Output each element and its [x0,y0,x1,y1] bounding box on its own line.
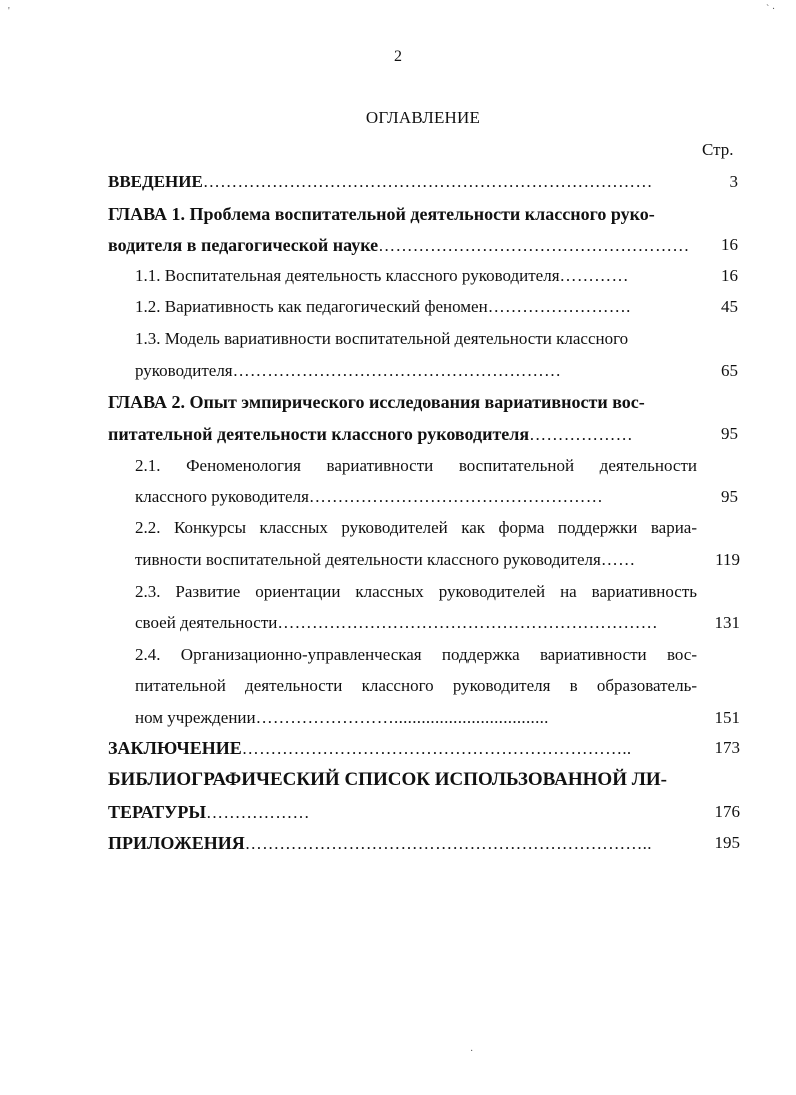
toc-entry-title-line1: 2.1. Феноменология вариативности воспитательной деятельности [135,456,697,475]
toc-entry-page: 65 [721,361,738,380]
toc-entry-page: 95 [721,424,738,443]
scan-mark-bottom: · [470,1046,474,1057]
toc-entry-title-line1: ГЛАВА 1. Проблема воспитательной деятельности классного руко- [108,204,655,224]
toc-entry-title-line1: 1.3. Модель вариативности воспитательной деятельности классного [135,329,629,348]
toc-entry-page: 45 [721,297,738,316]
toc-entry-title-line1: ГЛАВА 2. Опыт эмпирического исследования вариативности вос- [108,392,645,412]
leader-dots: …………………………………………… [308,487,604,506]
toc-entry-title-line2: классного руководителя [135,487,309,506]
leader-dots: ……………… [529,425,633,444]
toc-entry-title-line2: тивности воспитательной деятельности классного руководителя [135,550,601,569]
toc-entry-title-line2: питательной деятельности классного руководителя [108,424,530,444]
leader-dots: ………… [559,266,629,285]
toc-entry-page: 3 [729,172,738,191]
toc-entry-title: 1.2. Вариативность как педагогический феномен [135,297,488,316]
toc-entry-title-line1: 2.3. Развитие ориентации классных руководителей на вариативность [135,582,697,601]
toc-entry-title: ВВЕДЕНИЕ [108,172,203,191]
leader-dots: …… [600,550,636,569]
toc-entry-title: 1.1. Воспитательная деятельность классного руководителя [135,266,560,285]
toc-entry-title-line2: руководителя [135,361,233,380]
toc-entry-page: 131 [714,613,740,632]
toc-entry-page: 151 [714,708,740,727]
leader-dots: …………………………………………………………….. [244,834,652,853]
leader-dots: ………………………………………………… [232,361,562,380]
page-number: 2 [394,48,402,65]
leader-dots: ………………………………………………………… [277,613,658,632]
toc-entry-title: ЗАКЛЮЧЕНИЕ [108,738,242,758]
toc-entry-page: 195 [714,833,740,852]
toc-entry-title-line1: БИБЛИОГРАФИЧЕСКИЙ СПИСОК ИСПОЛЬЗОВАННОЙ ЛИ- [108,769,667,790]
toc-entry-page: 16 [721,235,738,254]
leader-dots: ………………………………………………………….. [241,739,632,758]
toc-entry-page: 119 [715,550,740,569]
toc-entry-page: 95 [721,487,738,506]
leader-dots: …………………….................................. [255,708,549,727]
scan-mark-top-left: ' [8,6,10,17]
toc-entry-title-line2: своей деятельности [135,613,278,632]
toc-entry-title: ПРИЛОЖЕНИЯ [108,833,245,853]
toc-entry-title-line1: 2.2. Конкурсы классных руководителей как форма поддержки вариа- [135,518,697,537]
leader-dots: ……………………………………………… [378,236,690,255]
toc-heading: ОГЛАВЛЕНИЕ [365,108,481,127]
toc-entry-title-line2: питательной деятельности классного руководителя в образователь- [135,676,697,695]
toc-entry-title-line1: 2.4. Организационно-управленческая поддержка вариативности вос- [135,645,697,664]
toc-entry-page: 16 [721,266,738,285]
toc-entry-title-line2: ТЕРАТУРЫ [108,802,207,822]
leader-dots: ……………… [206,803,310,822]
scan-mark-top-right: ` · [766,4,776,15]
toc-entry-title-line2: водителя в педагогической науке [108,235,379,255]
leader-dots: …………………………………………………………………… [202,172,653,191]
leader-dots: ……………………. [487,297,631,316]
toc-entry-title-line3: ном учреждении [135,708,256,727]
toc-entry-page: 176 [714,802,740,821]
page-column-label: Стр. [702,140,734,159]
toc-entry-page: 173 [714,738,740,757]
